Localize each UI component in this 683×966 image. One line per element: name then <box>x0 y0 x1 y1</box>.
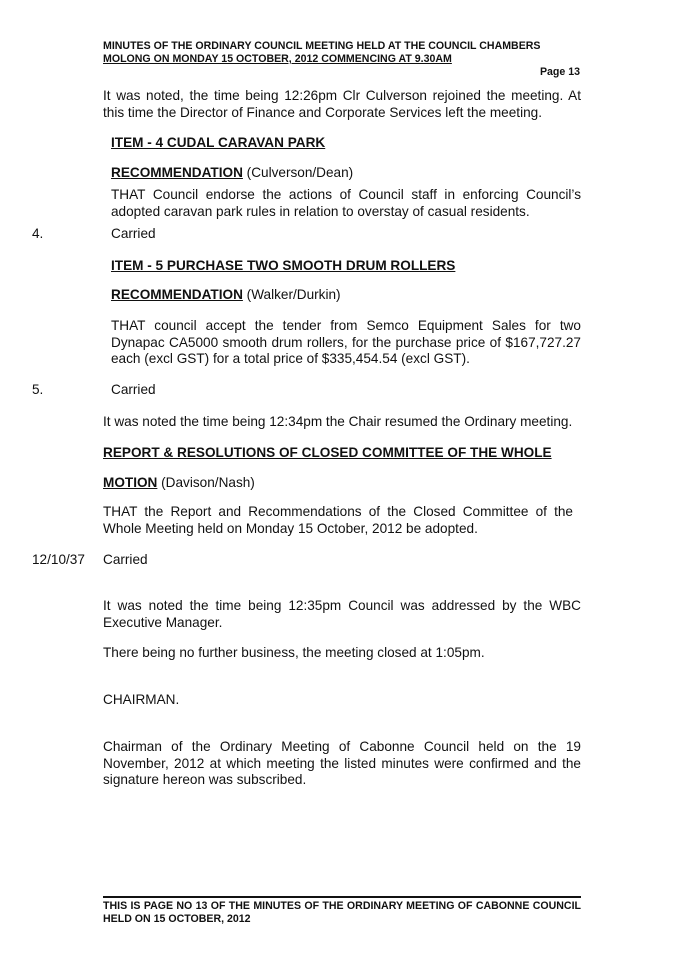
header-line-2: MOLONG ON MONDAY 15 OCTOBER, 2012 COMMENCING AT 9.30AM <box>103 53 452 65</box>
item-4-heading: ITEM - 4 CUDAL CARAVAN PARK <box>111 135 326 150</box>
item-4-number: 4. <box>32 226 44 241</box>
item-5-outcome: Carried <box>111 382 156 397</box>
item-4-recommendation <box>111 165 353 182</box>
item-4-outcome: Carried <box>111 226 156 241</box>
motion-movers: (Davison/Nash) <box>157 475 255 490</box>
item-5-number: 5. <box>32 382 44 397</box>
item-4-text: THAT Council endorse the actions of Council staff in enforcing Council’s adopted caravan park rules in relation to overstay of casual residents. <box>111 187 581 219</box>
item-5-text: THAT council accept the tender from Semco Equipment Sales for two Dynapac CA5000 smooth drum rollers, for the purchase price of $167,727.27 each (excl GST) for a total price of $335,454.54 (excl GST). <box>111 318 581 366</box>
recommendation-label: RECOMMENDATION <box>111 165 243 180</box>
item-5-heading: ITEM - 5 PURCHASE TWO SMOOTH DRUM ROLLERS <box>111 258 456 273</box>
page-footer: THIS IS PAGE NO 13 OF THE MINUTES OF THE ORDINARY MEETING OF CABONNE COUNCIL HELD ON 15 OCTOBER, 2012 <box>103 900 581 925</box>
item-5-recommendation <box>111 287 341 304</box>
page-number: Page 13 <box>539 66 580 78</box>
resume-note: It was noted the time being 12:34pm the Chair resumed the Ordinary meeting. <box>103 414 573 429</box>
closed-motion-text: THAT the Report and Recommendations of the Closed Committee of the Whole Meeting held on Monday 15 October, 2012 be adopted. <box>103 504 573 536</box>
closed-outcome: Carried <box>103 552 148 567</box>
closed-motion <box>103 475 255 492</box>
closed-committee-heading: REPORT & RESOLUTIONS OF CLOSED COMMITTEE OF THE WHOLE <box>103 445 552 460</box>
header-line-1: MINUTES OF THE ORDINARY COUNCIL MEETING HELD AT THE COUNCIL CHAMBERS <box>103 40 541 52</box>
confirmation-paragraph: Chairman of the Ordinary Meeting of Cabonne Council held on the 19 November, 2012 at which meeting the listed minutes were confirmed and the signature hereon was subscribed. <box>103 739 581 787</box>
motion-label: MOTION <box>103 475 158 490</box>
close-note: There being no further business, the meeting closed at 1:05pm. <box>103 645 485 660</box>
recommendation-movers: (Culverson/Dean) <box>242 165 354 180</box>
page-header <box>103 40 581 66</box>
recommendation-label: RECOMMENDATION <box>111 287 243 302</box>
closed-number: 12/10/37 <box>32 552 85 567</box>
footer-divider <box>103 896 581 898</box>
intro-paragraph: It was noted, the time being 12:26pm Clr Culverson rejoined the meeting. At this time the Director of Finance and Corporate Services left the meeting. <box>103 88 581 120</box>
recommendation-movers: (Walker/Durkin) <box>242 287 341 302</box>
chairman-signature-line: CHAIRMAN. <box>103 692 180 707</box>
wbc-note: It was noted the time being 12:35pm Council was addressed by the WBC Executive Manager. <box>103 598 581 630</box>
